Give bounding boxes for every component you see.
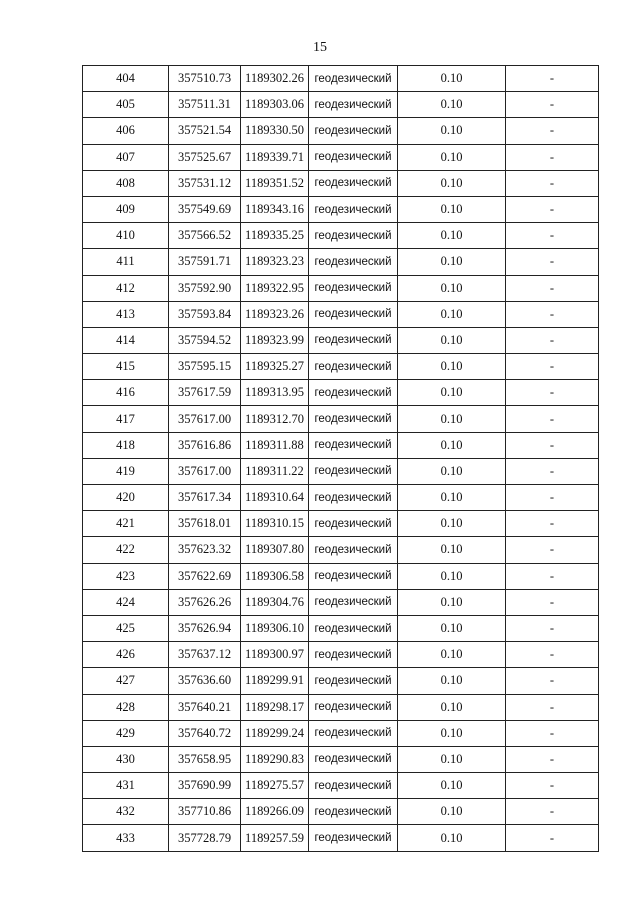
note-cell: - — [506, 354, 599, 380]
method-cell: геодезический — [309, 275, 398, 301]
method-cell: геодезический — [309, 66, 398, 92]
y-coordinate-cell: 1189300.97 — [241, 642, 309, 668]
note-cell: - — [506, 249, 599, 275]
point-number-cell: 424 — [83, 589, 169, 615]
x-coordinate-cell: 357622.69 — [169, 563, 241, 589]
accuracy-cell: 0.10 — [398, 327, 506, 353]
y-coordinate-cell: 1189306.10 — [241, 615, 309, 641]
accuracy-cell: 0.10 — [398, 432, 506, 458]
y-coordinate-cell: 1189335.25 — [241, 223, 309, 249]
note-cell: - — [506, 144, 599, 170]
method-cell: геодезический — [309, 196, 398, 222]
table-row — [83, 118, 599, 144]
y-coordinate-cell: 1189343.16 — [241, 196, 309, 222]
table-row — [83, 773, 599, 799]
table-row — [83, 432, 599, 458]
x-coordinate-cell: 357658.95 — [169, 746, 241, 772]
table-row — [83, 92, 599, 118]
accuracy-cell: 0.10 — [398, 118, 506, 144]
point-number-cell: 408 — [83, 170, 169, 196]
note-cell: - — [506, 118, 599, 144]
accuracy-cell: 0.10 — [398, 799, 506, 825]
point-number-cell: 431 — [83, 773, 169, 799]
point-number-cell: 413 — [83, 301, 169, 327]
point-number-cell: 426 — [83, 642, 169, 668]
point-number-cell: 414 — [83, 327, 169, 353]
y-coordinate-cell: 1189351.52 — [241, 170, 309, 196]
note-cell: - — [506, 92, 599, 118]
method-cell: геодезический — [309, 825, 398, 851]
point-number-cell: 433 — [83, 825, 169, 851]
accuracy-cell: 0.10 — [398, 354, 506, 380]
point-number-cell: 422 — [83, 537, 169, 563]
method-cell: геодезический — [309, 720, 398, 746]
note-cell: - — [506, 668, 599, 694]
coordinates-table — [82, 65, 599, 852]
table-row — [83, 66, 599, 92]
y-coordinate-cell: 1189298.17 — [241, 694, 309, 720]
accuracy-cell: 0.10 — [398, 406, 506, 432]
point-number-cell: 430 — [83, 746, 169, 772]
y-coordinate-cell: 1189323.23 — [241, 249, 309, 275]
accuracy-cell: 0.10 — [398, 92, 506, 118]
y-coordinate-cell: 1189323.99 — [241, 327, 309, 353]
accuracy-cell: 0.10 — [398, 223, 506, 249]
method-cell: геодезический — [309, 406, 398, 432]
x-coordinate-cell: 357636.60 — [169, 668, 241, 694]
note-cell: - — [506, 196, 599, 222]
method-cell: геодезический — [309, 301, 398, 327]
y-coordinate-cell: 1189311.22 — [241, 458, 309, 484]
y-coordinate-cell: 1189304.76 — [241, 589, 309, 615]
accuracy-cell: 0.10 — [398, 485, 506, 511]
point-number-cell: 407 — [83, 144, 169, 170]
y-coordinate-cell: 1189299.91 — [241, 668, 309, 694]
accuracy-cell: 0.10 — [398, 589, 506, 615]
table-row — [83, 589, 599, 615]
method-cell: геодезический — [309, 432, 398, 458]
y-coordinate-cell: 1189310.15 — [241, 511, 309, 537]
y-coordinate-cell: 1189302.26 — [241, 66, 309, 92]
y-coordinate-cell: 1189306.58 — [241, 563, 309, 589]
method-cell: геодезический — [309, 746, 398, 772]
note-cell: - — [506, 825, 599, 851]
note-cell: - — [506, 615, 599, 641]
point-number-cell: 423 — [83, 563, 169, 589]
note-cell: - — [506, 223, 599, 249]
accuracy-cell: 0.10 — [398, 170, 506, 196]
note-cell: - — [506, 275, 599, 301]
note-cell: - — [506, 563, 599, 589]
y-coordinate-cell: 1189311.88 — [241, 432, 309, 458]
point-number-cell: 427 — [83, 668, 169, 694]
note-cell: - — [506, 380, 599, 406]
accuracy-cell: 0.10 — [398, 694, 506, 720]
point-number-cell: 425 — [83, 615, 169, 641]
note-cell: - — [506, 485, 599, 511]
y-coordinate-cell: 1189257.59 — [241, 825, 309, 851]
point-number-cell: 404 — [83, 66, 169, 92]
method-cell: геодезический — [309, 642, 398, 668]
x-coordinate-cell: 357591.71 — [169, 249, 241, 275]
x-coordinate-cell: 357617.00 — [169, 406, 241, 432]
accuracy-cell: 0.10 — [398, 615, 506, 641]
table-row — [83, 720, 599, 746]
point-number-cell: 406 — [83, 118, 169, 144]
x-coordinate-cell: 357637.12 — [169, 642, 241, 668]
accuracy-cell: 0.10 — [398, 458, 506, 484]
method-cell: геодезический — [309, 799, 398, 825]
x-coordinate-cell: 357521.54 — [169, 118, 241, 144]
table-row — [83, 642, 599, 668]
y-coordinate-cell: 1189339.71 — [241, 144, 309, 170]
accuracy-cell: 0.10 — [398, 511, 506, 537]
note-cell: - — [506, 799, 599, 825]
y-coordinate-cell: 1189313.95 — [241, 380, 309, 406]
y-coordinate-cell: 1189307.80 — [241, 537, 309, 563]
x-coordinate-cell: 357617.34 — [169, 485, 241, 511]
y-coordinate-cell: 1189266.09 — [241, 799, 309, 825]
x-coordinate-cell: 357626.26 — [169, 589, 241, 615]
method-cell: геодезический — [309, 615, 398, 641]
note-cell: - — [506, 694, 599, 720]
point-number-cell: 432 — [83, 799, 169, 825]
point-number-cell: 416 — [83, 380, 169, 406]
y-coordinate-cell: 1189310.64 — [241, 485, 309, 511]
note-cell: - — [506, 589, 599, 615]
method-cell: геодезический — [309, 249, 398, 275]
table-row — [83, 799, 599, 825]
method-cell: геодезический — [309, 511, 398, 537]
point-number-cell: 405 — [83, 92, 169, 118]
table-row — [83, 327, 599, 353]
method-cell: геодезический — [309, 485, 398, 511]
note-cell: - — [506, 720, 599, 746]
x-coordinate-cell: 357566.52 — [169, 223, 241, 249]
note-cell: - — [506, 537, 599, 563]
accuracy-cell: 0.10 — [398, 196, 506, 222]
table-row — [83, 406, 599, 432]
y-coordinate-cell: 1189325.27 — [241, 354, 309, 380]
x-coordinate-cell: 357640.21 — [169, 694, 241, 720]
method-cell: геодезический — [309, 144, 398, 170]
point-number-cell: 409 — [83, 196, 169, 222]
method-cell: геодезический — [309, 118, 398, 144]
x-coordinate-cell: 357592.90 — [169, 275, 241, 301]
table-row — [83, 354, 599, 380]
point-number-cell: 421 — [83, 511, 169, 537]
x-coordinate-cell: 357531.12 — [169, 170, 241, 196]
method-cell: геодезический — [309, 92, 398, 118]
accuracy-cell: 0.10 — [398, 144, 506, 170]
note-cell: - — [506, 327, 599, 353]
x-coordinate-cell: 357690.99 — [169, 773, 241, 799]
point-number-cell: 429 — [83, 720, 169, 746]
point-number-cell: 419 — [83, 458, 169, 484]
coordinates-table-body — [83, 66, 599, 852]
table-row — [83, 615, 599, 641]
note-cell: - — [506, 642, 599, 668]
x-coordinate-cell: 357626.94 — [169, 615, 241, 641]
note-cell: - — [506, 511, 599, 537]
y-coordinate-cell: 1189330.50 — [241, 118, 309, 144]
y-coordinate-cell: 1189275.57 — [241, 773, 309, 799]
point-number-cell: 410 — [83, 223, 169, 249]
note-cell: - — [506, 746, 599, 772]
accuracy-cell: 0.10 — [398, 66, 506, 92]
table-row — [83, 249, 599, 275]
accuracy-cell: 0.10 — [398, 746, 506, 772]
x-coordinate-cell: 357525.67 — [169, 144, 241, 170]
y-coordinate-cell: 1189322.95 — [241, 275, 309, 301]
method-cell: геодезический — [309, 223, 398, 249]
x-coordinate-cell: 357594.52 — [169, 327, 241, 353]
x-coordinate-cell: 357593.84 — [169, 301, 241, 327]
point-number-cell: 420 — [83, 485, 169, 511]
accuracy-cell: 0.10 — [398, 563, 506, 589]
accuracy-cell: 0.10 — [398, 642, 506, 668]
method-cell: геодезический — [309, 458, 398, 484]
y-coordinate-cell: 1189303.06 — [241, 92, 309, 118]
table-row — [83, 170, 599, 196]
x-coordinate-cell: 357710.86 — [169, 799, 241, 825]
method-cell: геодезический — [309, 380, 398, 406]
x-coordinate-cell: 357510.73 — [169, 66, 241, 92]
x-coordinate-cell: 357511.31 — [169, 92, 241, 118]
point-number-cell: 417 — [83, 406, 169, 432]
page-number: 15 — [313, 40, 327, 55]
table-row — [83, 537, 599, 563]
note-cell: - — [506, 301, 599, 327]
accuracy-cell: 0.10 — [398, 275, 506, 301]
accuracy-cell: 0.10 — [398, 537, 506, 563]
table-row — [83, 563, 599, 589]
table-row — [83, 275, 599, 301]
x-coordinate-cell: 357728.79 — [169, 825, 241, 851]
point-number-cell: 411 — [83, 249, 169, 275]
table-row — [83, 223, 599, 249]
note-cell: - — [506, 773, 599, 799]
table-row — [83, 196, 599, 222]
y-coordinate-cell: 1189323.26 — [241, 301, 309, 327]
note-cell: - — [506, 66, 599, 92]
method-cell: геодезический — [309, 354, 398, 380]
table-row — [83, 746, 599, 772]
y-coordinate-cell: 1189290.83 — [241, 746, 309, 772]
y-coordinate-cell: 1189312.70 — [241, 406, 309, 432]
method-cell: геодезический — [309, 537, 398, 563]
table-row — [83, 825, 599, 851]
x-coordinate-cell: 357640.72 — [169, 720, 241, 746]
point-number-cell: 412 — [83, 275, 169, 301]
table-row — [83, 458, 599, 484]
method-cell: геодезический — [309, 589, 398, 615]
accuracy-cell: 0.10 — [398, 773, 506, 799]
accuracy-cell: 0.10 — [398, 380, 506, 406]
x-coordinate-cell: 357617.00 — [169, 458, 241, 484]
method-cell: геодезический — [309, 563, 398, 589]
accuracy-cell: 0.10 — [398, 668, 506, 694]
method-cell: геодезический — [309, 170, 398, 196]
table-row — [83, 380, 599, 406]
point-number-cell: 418 — [83, 432, 169, 458]
note-cell: - — [506, 432, 599, 458]
note-cell: - — [506, 458, 599, 484]
table-row — [83, 694, 599, 720]
x-coordinate-cell: 357595.15 — [169, 354, 241, 380]
accuracy-cell: 0.10 — [398, 249, 506, 275]
method-cell: геодезический — [309, 773, 398, 799]
x-coordinate-cell: 357616.86 — [169, 432, 241, 458]
note-cell: - — [506, 170, 599, 196]
table-row — [83, 301, 599, 327]
x-coordinate-cell: 357617.59 — [169, 380, 241, 406]
point-number-cell: 415 — [83, 354, 169, 380]
accuracy-cell: 0.10 — [398, 301, 506, 327]
method-cell: геодезический — [309, 327, 398, 353]
table-row — [83, 485, 599, 511]
method-cell: геодезический — [309, 668, 398, 694]
accuracy-cell: 0.10 — [398, 720, 506, 746]
x-coordinate-cell: 357549.69 — [169, 196, 241, 222]
table-row — [83, 511, 599, 537]
x-coordinate-cell: 357623.32 — [169, 537, 241, 563]
accuracy-cell: 0.10 — [398, 825, 506, 851]
x-coordinate-cell: 357618.01 — [169, 511, 241, 537]
point-number-cell: 428 — [83, 694, 169, 720]
table-row — [83, 668, 599, 694]
y-coordinate-cell: 1189299.24 — [241, 720, 309, 746]
method-cell: геодезический — [309, 694, 398, 720]
note-cell: - — [506, 406, 599, 432]
table-row — [83, 144, 599, 170]
